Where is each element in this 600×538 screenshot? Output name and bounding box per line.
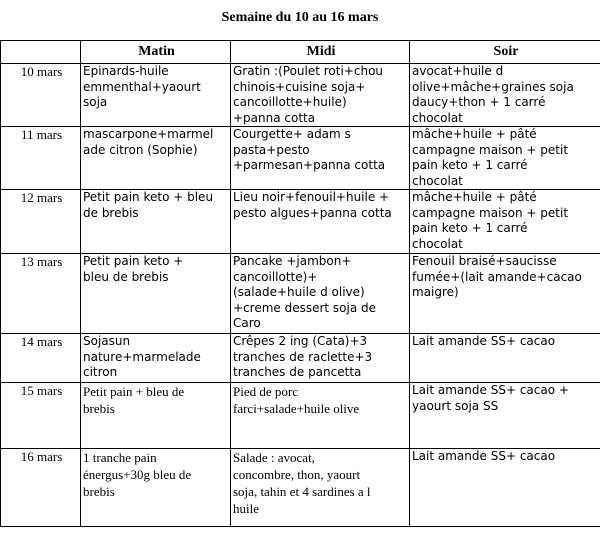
- day-cell: 12 mars: [1, 190, 81, 254]
- day-cell: 11 mars: [1, 127, 81, 190]
- midi-text-line: chinois+cuisine soja+: [233, 79, 366, 94]
- soir-cell: [410, 334, 600, 383]
- midi-text-line: Pancake +jambon+: [233, 254, 352, 268]
- table-row: [1, 64, 600, 127]
- matin-text-line: soja: [83, 95, 108, 109]
- soir-text-line: Lait amande SS+ cacao: [412, 449, 556, 463]
- matin-cell: [81, 254, 231, 334]
- midi-text-line: tranches de raclette+3: [233, 349, 373, 364]
- header-soir: Soir: [410, 41, 600, 64]
- midi-text-line: tranches de pancetta: [233, 365, 362, 379]
- matin-cell: [81, 64, 231, 127]
- soir-text-line: Lait amande SS+ cacao: [412, 334, 556, 348]
- header-midi: Midi: [231, 41, 410, 64]
- midi-text-line: Caro: [233, 316, 261, 330]
- midi-cell: [231, 383, 410, 449]
- matin-text-line: Petit pain + bleu de: [83, 384, 185, 399]
- meal-plan-table: [0, 40, 600, 527]
- matin-text-line: 1 tranche pain: [83, 450, 157, 465]
- matin-text-line: brebis: [83, 484, 115, 499]
- soir-text-line: yaourt soja SS: [412, 398, 499, 413]
- soir-text-line: Fenouil braisé+saucisse: [412, 254, 557, 268]
- matin-text-line: brebis: [83, 401, 115, 416]
- table-row: [1, 127, 600, 190]
- soir-text-line: campagne maison + petit: [412, 205, 569, 220]
- soir-text-line: pain keto + 1 carré: [412, 221, 528, 235]
- matin-text-line: ade citron (Sophie): [83, 142, 198, 157]
- matin-text-line: citron: [83, 365, 118, 379]
- midi-cell: [231, 449, 410, 527]
- table-row: [1, 190, 600, 254]
- soir-cell: [410, 64, 600, 127]
- midi-text-line: Lieu noir+fenouil+huile +: [233, 190, 390, 204]
- day-cell: 10 mars: [1, 64, 81, 127]
- soir-cell: [410, 190, 600, 254]
- soir-text-line: daucy+thon + 1 carré: [412, 95, 546, 109]
- midi-text-line: +parmesan+panna cotta: [233, 158, 386, 172]
- midi-text-line: Gratin :(Poulet roti+chou: [233, 64, 384, 78]
- midi-cell: [231, 127, 410, 190]
- matin-cell: [81, 190, 231, 254]
- midi-cell: [231, 190, 410, 254]
- matin-text-line: mascarpone+marmel: [83, 127, 214, 141]
- midi-text-line: pasta+pesto: [233, 142, 310, 157]
- matin-text-line: emmenthal+yaourt: [83, 79, 201, 94]
- midi-cell: [231, 64, 410, 127]
- table-row: [1, 383, 600, 449]
- matin-text-line: Petit pain keto +: [83, 254, 184, 268]
- soir-text-line: mâche+huile + pâté: [412, 190, 537, 204]
- soir-text-line: chocolat: [412, 173, 463, 188]
- midi-text-line: cancoillotte+huile): [233, 95, 347, 109]
- matin-cell: [81, 127, 231, 190]
- midi-text-line: cancoillotte)+: [233, 269, 318, 284]
- table-row: [1, 334, 600, 383]
- day-cell: 14 mars: [1, 334, 81, 383]
- matin-cell: [81, 383, 231, 449]
- soir-text-line: maigre): [412, 285, 459, 299]
- midi-text-line: Crêpes 2 ing (Cata)+3: [233, 334, 368, 348]
- soir-text-line: chocolat: [412, 110, 463, 125]
- table-row: [1, 254, 600, 334]
- midi-text-line: concombre, thon, yaourt: [233, 467, 361, 482]
- midi-cell: [231, 334, 410, 383]
- midi-text-line: Salade : avocat,: [233, 450, 315, 465]
- midi-text-line: pesto algues+panna cotta: [233, 205, 392, 220]
- soir-text-line: olive+mâche+graines soja: [412, 79, 574, 94]
- soir-text-line: campagne maison + petit: [412, 142, 569, 157]
- midi-cell: [231, 254, 410, 334]
- day-cell: 16 mars: [1, 449, 81, 527]
- midi-text-line: +panna cotta: [233, 110, 316, 125]
- soir-text-line: fumée+(lait amande+cacao: [412, 269, 582, 284]
- midi-text-line: soja, tahin et 4 sardines a l: [233, 484, 371, 499]
- soir-text-line: pain keto + 1 carré: [412, 158, 528, 172]
- matin-text-line: Epinards-huile: [83, 64, 169, 78]
- matin-cell: [81, 334, 231, 383]
- table-row: [1, 449, 600, 527]
- header-corner: [1, 41, 81, 64]
- soir-cell: [410, 383, 600, 449]
- midi-text-line: farci+salade+huile olive: [233, 401, 360, 416]
- midi-text-line: huile: [233, 501, 259, 516]
- matin-cell: [81, 449, 231, 527]
- day-cell: 13 mars: [1, 254, 81, 334]
- soir-cell: [410, 127, 600, 190]
- matin-text-line: bleu de brebis: [83, 269, 169, 284]
- header-matin: Matin: [81, 41, 231, 64]
- midi-text-line: (salade+huile d olive): [233, 285, 365, 299]
- soir-cell: [410, 254, 600, 334]
- matin-text-line: Petit pain keto + bleu: [83, 190, 214, 204]
- page-title: Semaine du 10 au 16 mars: [221, 10, 379, 25]
- soir-text-line: Lait amande SS+ cacao +: [412, 383, 569, 397]
- soir-text-line: chocolat: [412, 236, 463, 251]
- day-cell: 15 mars: [1, 383, 81, 449]
- midi-text-line: +creme dessert soja de: [233, 300, 377, 315]
- matin-text-line: nature+marmelade: [83, 349, 201, 364]
- midi-text-line: Pied de porc: [233, 384, 298, 399]
- header-row: [1, 41, 600, 64]
- soir-text-line: avocat+huile d: [412, 64, 504, 78]
- soir-cell: [410, 449, 600, 527]
- matin-text-line: Sojasun: [83, 334, 131, 348]
- soir-text-line: mâche+huile + pâté: [412, 127, 537, 141]
- midi-text-line: Courgette+ adam s: [233, 127, 351, 141]
- matin-text-line: de brebis: [83, 205, 139, 220]
- matin-text-line: énergus+30g bleu de: [83, 467, 192, 482]
